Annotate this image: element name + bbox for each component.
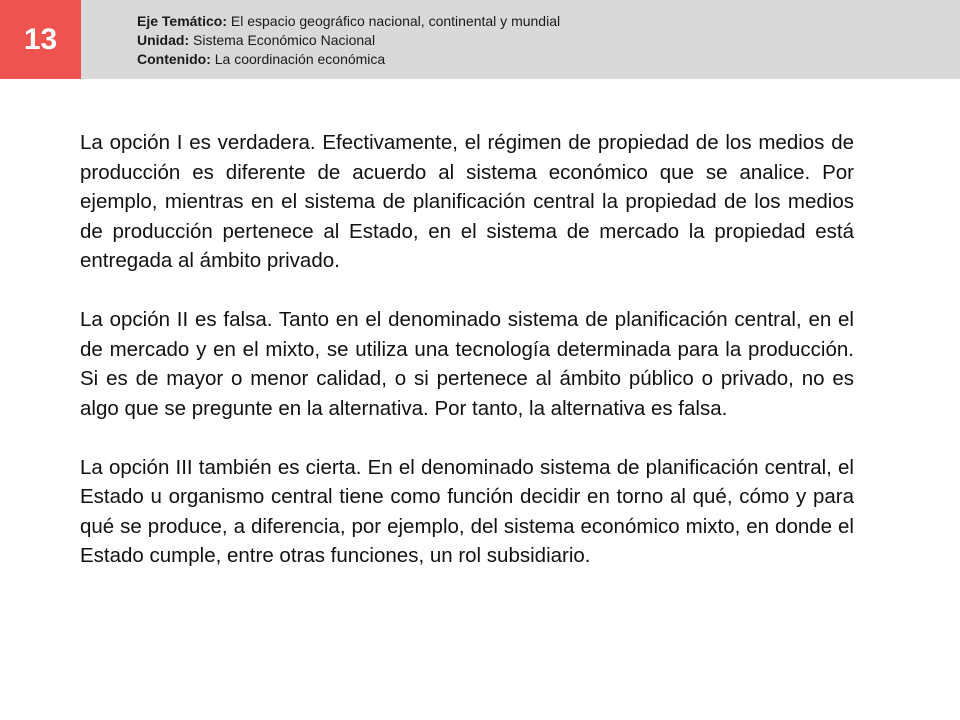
unit-label: Unidad: bbox=[137, 32, 190, 48]
paragraph-option-i: La opción I es verdadera. Efectivamente, el régimen de propiedad de los medios de producción es diferente de acuerdo al sistema económico que se analice. Por ejemplo, mientras en el sistema de planificación central la propiedad de los medios de producción pertenece al Estado, en el sistema de mercado la propiedad está entregada al ámbito privado. bbox=[80, 131, 854, 272]
content-label: Contenido: bbox=[137, 51, 211, 67]
content-line bbox=[137, 50, 560, 69]
theme-label: Eje Temático: bbox=[137, 13, 227, 29]
paragraph-option-iii: La opción III también es cierta. En el denominado sistema de planificación central, el Estado u organismo central tiene como función decidir en torno al qué, cómo y para qué se produce, a diferencia, por ejemplo, del sistema económico mixto, en donde el Estado cumple, entre otras funciones, un rol subsidiario. bbox=[80, 455, 854, 567]
body-content bbox=[80, 128, 854, 600]
header-bar bbox=[0, 0, 960, 79]
slide-number: 13 bbox=[23, 22, 58, 56]
unit-value: Sistema Económico Nacional bbox=[189, 32, 376, 48]
theme-value: El espacio geográfico nacional, continental y mundial bbox=[227, 13, 561, 29]
header-info bbox=[137, 12, 560, 69]
content-value: La coordinación económica bbox=[210, 51, 386, 67]
theme-line bbox=[137, 12, 560, 31]
slide-number-badge bbox=[0, 0, 81, 79]
paragraph-option-ii: La opción II es falsa. Tanto en el denominado sistema de planificación central, en el de mercado y en el mixto, se utiliza una tecnología determinada para la producción. Si es de mayor o menor calidad, o si pertenece al ámbito público o privado, no es algo que se pregunte en la alternativa. Por tanto, la alternativa es falsa. bbox=[80, 308, 854, 420]
unit-line bbox=[137, 31, 560, 50]
